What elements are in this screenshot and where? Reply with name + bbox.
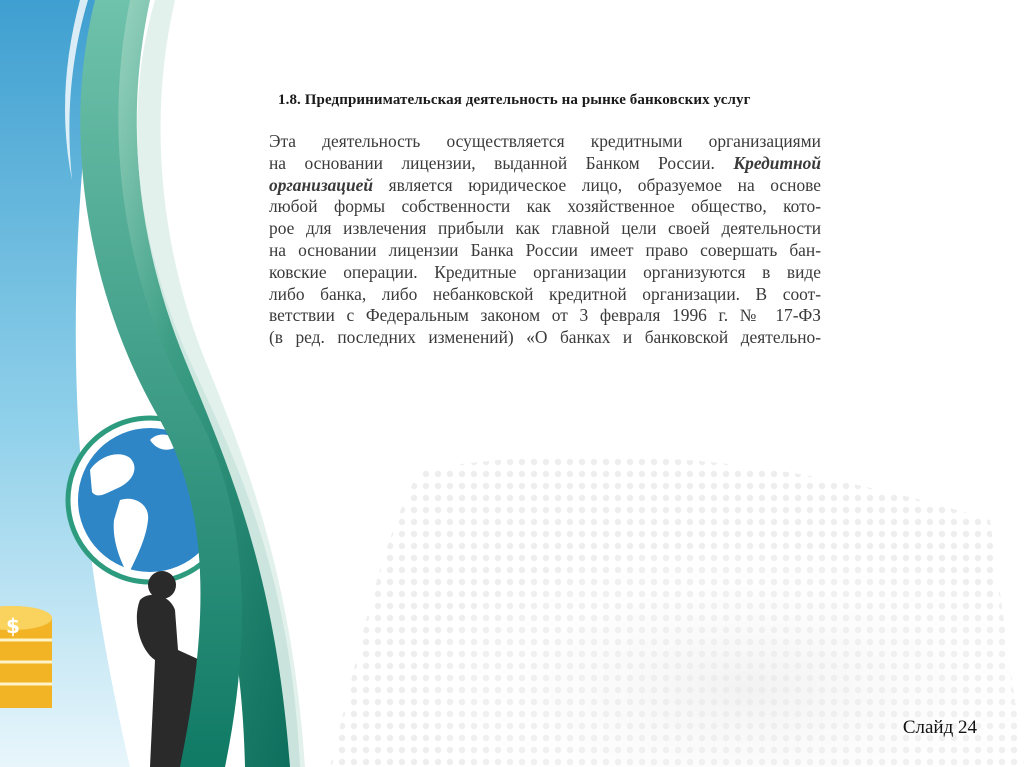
paragraph-line: любой формы собственности как хозяйственное общество, кото- (269, 196, 821, 217)
paragraph-line: Эта деятельность осуществляется кредитными организациями (269, 131, 821, 151)
paragraph-line: ковские операции. Кредитные организации организуются в виде (269, 261, 821, 282)
svg-text:$: $ (6, 614, 20, 638)
emphasized-term: Кредитной (733, 152, 821, 173)
paragraph-line: либо банка, либо небанковской кредитной организации. В соот- (269, 283, 821, 304)
slide-number: Слайд 24 (902, 717, 977, 738)
paragraph-line (269, 153, 821, 175)
text-run: на основании лицензии, выданной Банком России. (269, 152, 734, 173)
paragraph-line (269, 175, 821, 197)
paragraph-line: (в ред. последних изменений) «О банках и банковской деятельно- (269, 327, 821, 348)
text-run: является юридическое лицо, образуемое на основе (373, 174, 821, 195)
paragraph-line: на основании лицензии Банка России имеет право совершать бан- (269, 239, 821, 260)
paragraph-line: ветствии с Федеральным законом от 3 февраля 1996 г. № 17-ФЗ (269, 305, 821, 326)
paragraph-line: рое для извлечения прибыли как главной цели своей деятельности (269, 218, 821, 239)
body-paragraph (269, 131, 821, 349)
emphasized-term: организацией (269, 174, 374, 195)
slide-title: 1.8. Предпринимательская деятельность на рынке банковских услуг (278, 92, 751, 108)
